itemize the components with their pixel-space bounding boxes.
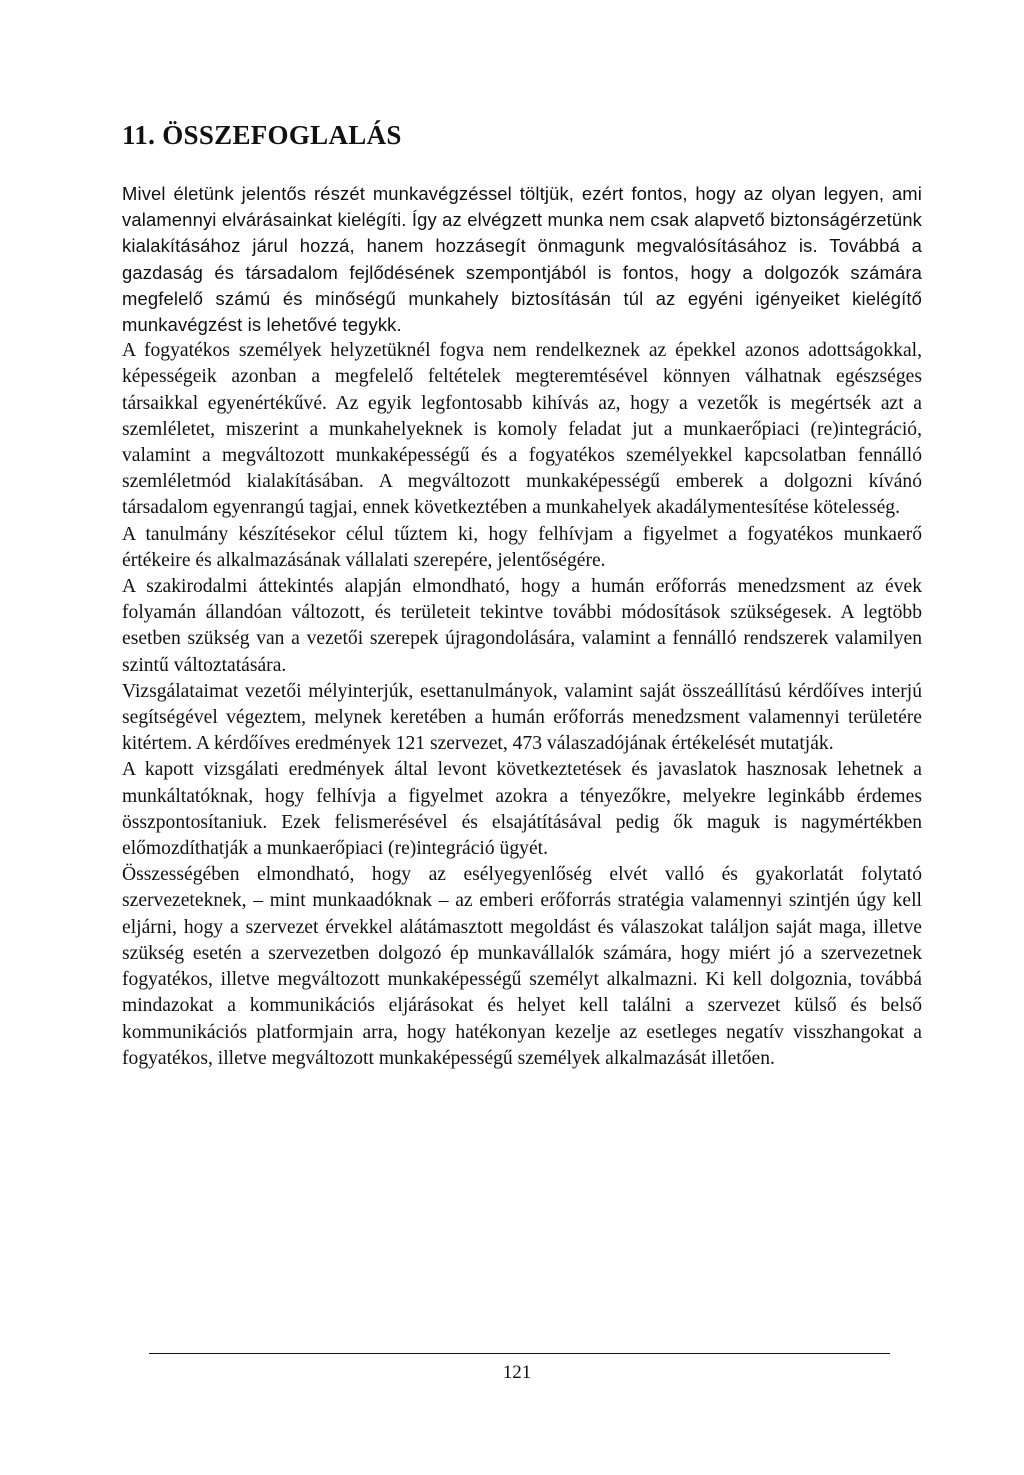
paragraph-literature-review: A szakirodalmi áttekintés alapján elmondható, hogy a humán erőforrás menedzsment az évek folyamán állandóan változott, és területeit tekintve további módosítások szükségesek. A legtöbb esetben szükség van a vezetői szerepek újragondolására, valamint a fennálló rendszerek valamilyen szintű változtatására. [122,576,922,676]
section-body [122,181,922,1072]
page-number-text: 121 [502,1362,532,1383]
page-number [0,1361,1024,1385]
paragraph-study-goal: A tanulmány készítésekor célul tűztem ki, hogy felhívjam a figyelmet a fogyatékos munkaerő értékeire és alkalmazásának vállalati szerepére, jelentőségére. [122,523,922,571]
footer-divider [149,1353,890,1354]
paragraph-conclusion: Összességében elmondható, hogy az esélyegyenlőség elvét valló és gyakorlatát folytató szervezeteknek, – mint munkaadóknak – az emberi erőforrás stratégia valamennyi szintjén úgy kell eljárni, hogy a szervezet érvekkel alátámasztott megoldást és válaszokat találjon saját maga, illetve szükség esetén a szervezetben dolgozó ép munkavállalók számára, hogy miért jó a szervezetnek fogyatékos, illetve megváltozott munkaképességű személyt alkalmazni. Ki kell dolgoznia, továbbá mindazokat a kommunikációs eljárásokat és helyet kell találni a szervezet külső és belső kommunikációs platformjain arra, hogy hatékonyan kezelje az esetleges negatív visszhangokat a fogyatékos, illetve megváltozott munkaképességű személyek alkalmazását illetően. [122,864,922,1069]
paragraph-results: A kapott vizsgálati eredmények által levont következtetések és javaslatok hasznosak lehetnek a munkáltatóknak, hogy felhívja a figyelmet azokra a tényezőkre, melyekre leginkább érdemes összpontosítaniuk. Ezek felismerésével és elsajátításával pedig ők maguk is nagymértékben előmozdíthatják a munkaerőpiaci (re)integráció ügyét. [122,759,922,860]
paragraph-disabled-persons: A fogyatékos személyek helyzetüknél fogva nem rendelkeznek az épekkel azonos adottságokkal, képességeik azonban a megfelelő feltételek megteremtésével könnyen válhatnak egészséges társaikkal egyenértékűvé. Az egyik legfontosabb kihívás az, hogy a vezetők is megértsék azt a szemléletet, miszerint a munkahelyeknek is komoly feladat jut a munkaerőpiaci (re)integráció, valamint a megváltozott munkaképességű és a fogyatékos személyekkel kapcsolatban fennálló szemléletmód kialakításában. A megváltozott munkaképességű emberek a dolgozni kívánó társadalom egyenrangú tagjai, ennek következtében a munkahelyek akadálymentesítése kötelesség. [122,340,922,519]
paragraph-methodology: Vizsgálataimat vezetői mélyinterjúk, esettanulmányok, valamint saját összeállítású kérdőíves interjú segítségével végeztem, melynek keretében a humán erőforrás menedzsment valamennyi területére kitértem. A kérdőíves eredmények 121 szervezet, 473 válaszadójának értékelését mutatják. [122,680,922,755]
section-heading: 11. ÖSSZEFOGLALÁS [122,120,402,150]
paragraph-intro: Mivel életünk jelentős részét munkavégzéssel töltjük, ezért fontos, hogy az olyan legyen, ami valamennyi elvárásainkat kielégíti. Így az elvégzett munka nem csak alapvető biztonságérzetünk kialakításához járul hozzá, hanem hozzásegít önmagunk megvalósításához is. Továbbá a gazdaság és társadalom fejlődésének szempontjából is fontos, hogy a dolgozók számára megfelelő számú és minőségű munkahely biztosításán túl az egyéni igényeiket kielégítő munkavégzést is lehetővé tegykk. [122,183,922,336]
